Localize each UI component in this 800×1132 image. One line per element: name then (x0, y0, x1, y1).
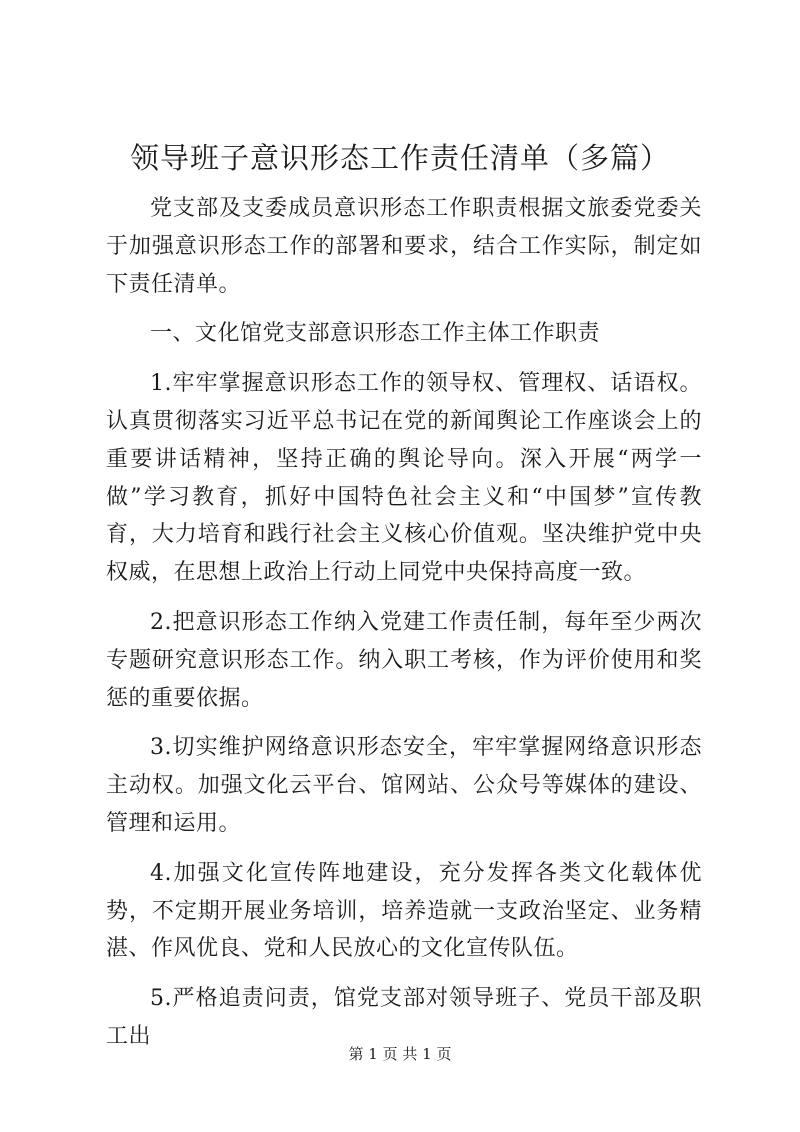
duty-item-3: 3.切实维护网络意识形态安全，牢牢掌握网络意识形态主动权。加强文化云平台、馆网站、公众号等媒体的建设、管理和运用。 (106, 735, 702, 836)
document-body (106, 190, 702, 1068)
intro-paragraph: 党支部及支委成员意识形态工作职责根据文旅委党委关于加强意识形态工作的部署和要求，结合工作实际，制定如下责任清单。 (106, 196, 702, 297)
section-heading: 一、文化馆党支部意识形态工作主体工作职责 (150, 321, 601, 347)
duty-item-2: 2.把意识形态工作纳入党建工作责任制，每年至少两次专题研究意识形态工作。纳入职工考核，作为评价使用和奖惩的重要依据。 (106, 609, 702, 711)
page-footer: 第 1 页 共 1 页 (348, 1045, 452, 1063)
duty-item-5: 5.严格追责问责，馆党支部对领导班子、党员干部及职工出 (106, 986, 702, 1049)
document-title: 领导班子意识形态工作责任清单（多篇） (129, 141, 670, 175)
duty-item-4: 4.加强文化宣传阵地建设，充分发挥各类文化载体优势，不定期开展业务培训，培养造就一支政治坚定、业务精湛、作风优良、党和人民放心的文化宣传队伍。 (106, 860, 702, 962)
duty-item-1: 1.牢牢掌握意识形态工作的领导权、管理权、话语权。认真贯彻落实习近平总书记在党的新闻舆论工作座谈会上的重要讲话精神，坚持正确的舆论导向。深入开展“两学一做”学习教育，抓好中国特色社会主义和“中国梦”宣传教育，大力培育和践行社会主义核心价值观。坚决维护党中央权威，在思想上政治上行动上同党中央保持高度一致。 (106, 371, 702, 586)
